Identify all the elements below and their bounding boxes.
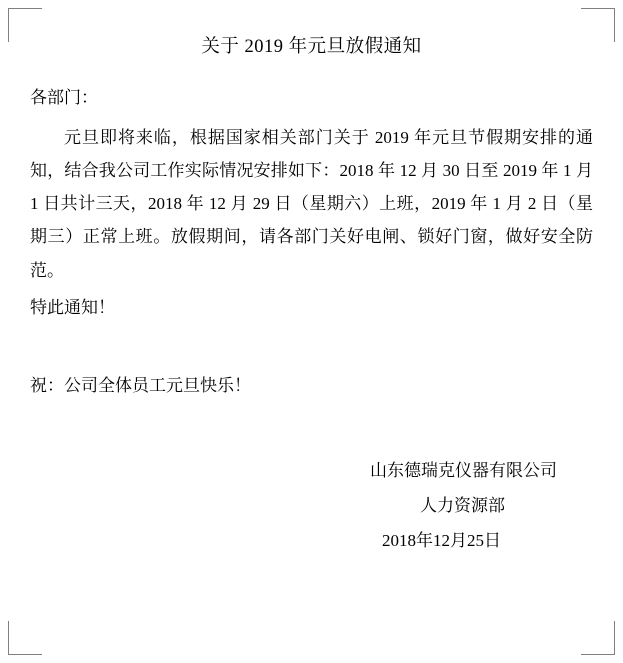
notice-body-paragraph: 元旦即将来临，根据国家相关部门关于 2019 年元旦节假期安排的通知，结合我公司工作实际情况安排如下：2018 年 12 月 30 日至 2019 年 1 月 1 日共计三天，2018 年 12 月 29 日（星期六）上班，2019 年 1 月 2 日（星期三）正常上班。放假期间，请各部门关好电闸、锁好门窗，做好安全防范。 bbox=[30, 127, 593, 280]
document-body bbox=[30, 34, 593, 558]
document-title: 关于 2019 年元旦放假通知 bbox=[201, 37, 422, 57]
signature-date: 2018年12月25日 bbox=[382, 530, 501, 550]
signature-department: 人力资源部 bbox=[420, 495, 505, 515]
closing-line: 特此通知！ bbox=[30, 297, 115, 317]
wish-line: 祝：公司全体员工元旦快乐！ bbox=[30, 376, 251, 396]
salutation: 各部门： bbox=[30, 87, 98, 107]
crop-mark-bottom-left-icon bbox=[8, 619, 44, 655]
signature-company: 山东德瑞克仪器有限公司 bbox=[370, 460, 557, 480]
crop-mark-bottom-right-icon bbox=[579, 619, 615, 655]
signature-block bbox=[30, 454, 593, 559]
